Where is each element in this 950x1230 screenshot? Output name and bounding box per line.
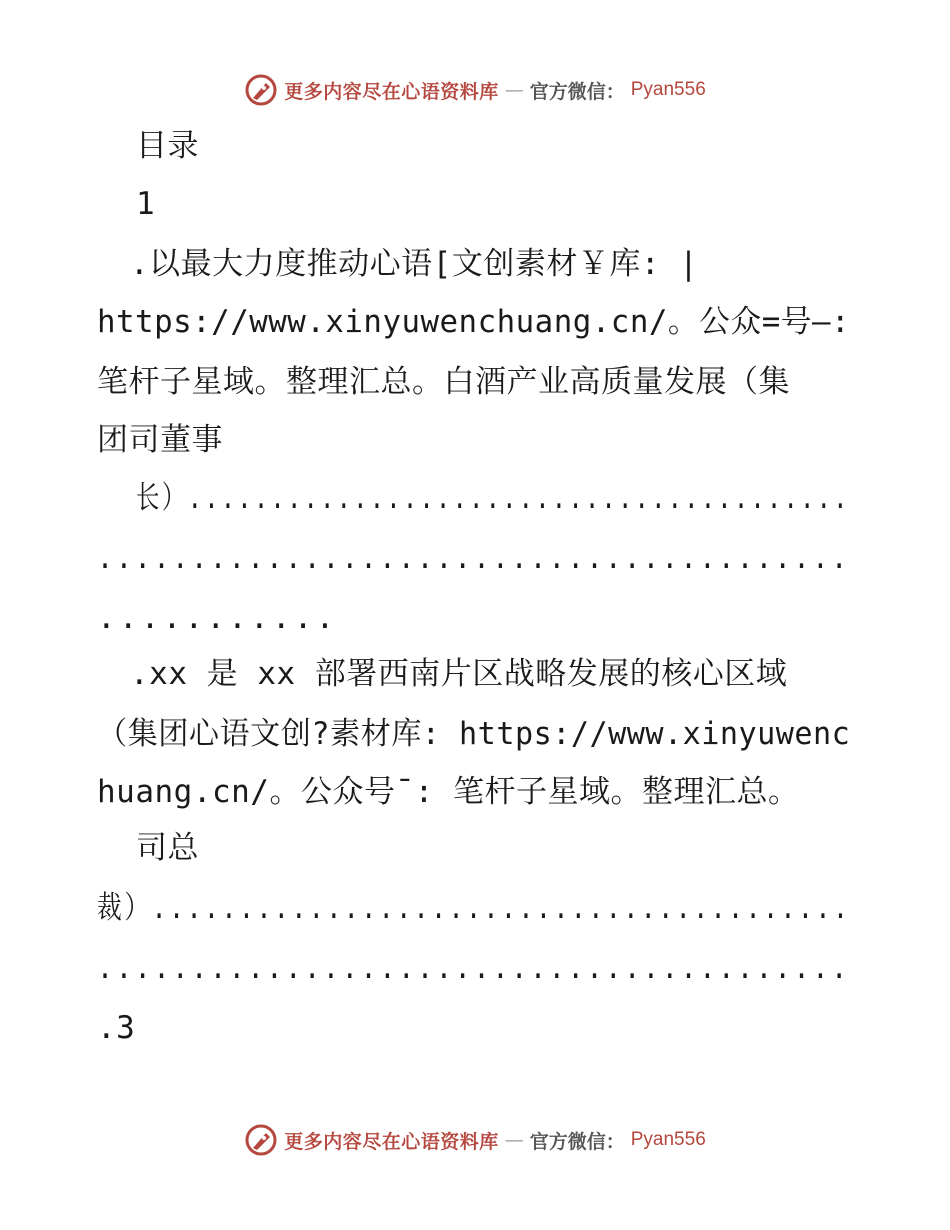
- toc-line: 司总: [136, 830, 199, 866]
- footer-watermark-banner: [0, 1120, 950, 1160]
- banner-text: 更多内容尽在心语资料库: [284, 80, 499, 103]
- toc-line: ........................................: [97, 950, 850, 986]
- toc-line: .xx 是 xx 部署西南片区战略发展的核心区域: [130, 656, 788, 692]
- banner-wechat-label: 官方微信：: [529, 1130, 625, 1153]
- pen-nib-logo-icon: [244, 1123, 278, 1157]
- toc-line: ........................................: [97, 540, 850, 576]
- toc-line: 笔杆子星域。整理汇总。白酒产业高质量发展（集: [97, 364, 790, 400]
- toc-line: .以最大力度推动心语[文创素材￥库: |: [130, 246, 699, 282]
- toc-line: 团司董事: [97, 422, 223, 458]
- toc-line: （集团心语文创?素材库: https://www.xinyuwenc: [97, 716, 851, 752]
- toc-line: https://www.xinyuwenchuang.cn/。公众=号—:: [97, 304, 851, 340]
- toc-heading: 目录: [136, 128, 199, 164]
- banner-text: 更多内容尽在心语资料库: [284, 1130, 499, 1153]
- banner-wechat-label: 官方微信：: [529, 80, 625, 103]
- pen-nib-logo-icon: [244, 73, 278, 107]
- toc-line: .3: [97, 1010, 136, 1046]
- banner-separator: —: [504, 79, 524, 101]
- header-watermark-banner: [0, 70, 950, 110]
- toc-line: 裁）........................................: [97, 890, 851, 926]
- toc-line: ...........: [97, 600, 338, 636]
- toc-line: 长）........................................: [136, 480, 850, 516]
- toc-line: huang.cn/。公众号¯: 笔杆子星域。整理汇总。: [97, 774, 800, 810]
- banner-separator: —: [504, 1129, 524, 1151]
- banner-handle: Pyan556: [630, 1129, 706, 1150]
- banner-handle: Pyan556: [630, 79, 706, 100]
- toc-line: 1: [136, 186, 156, 222]
